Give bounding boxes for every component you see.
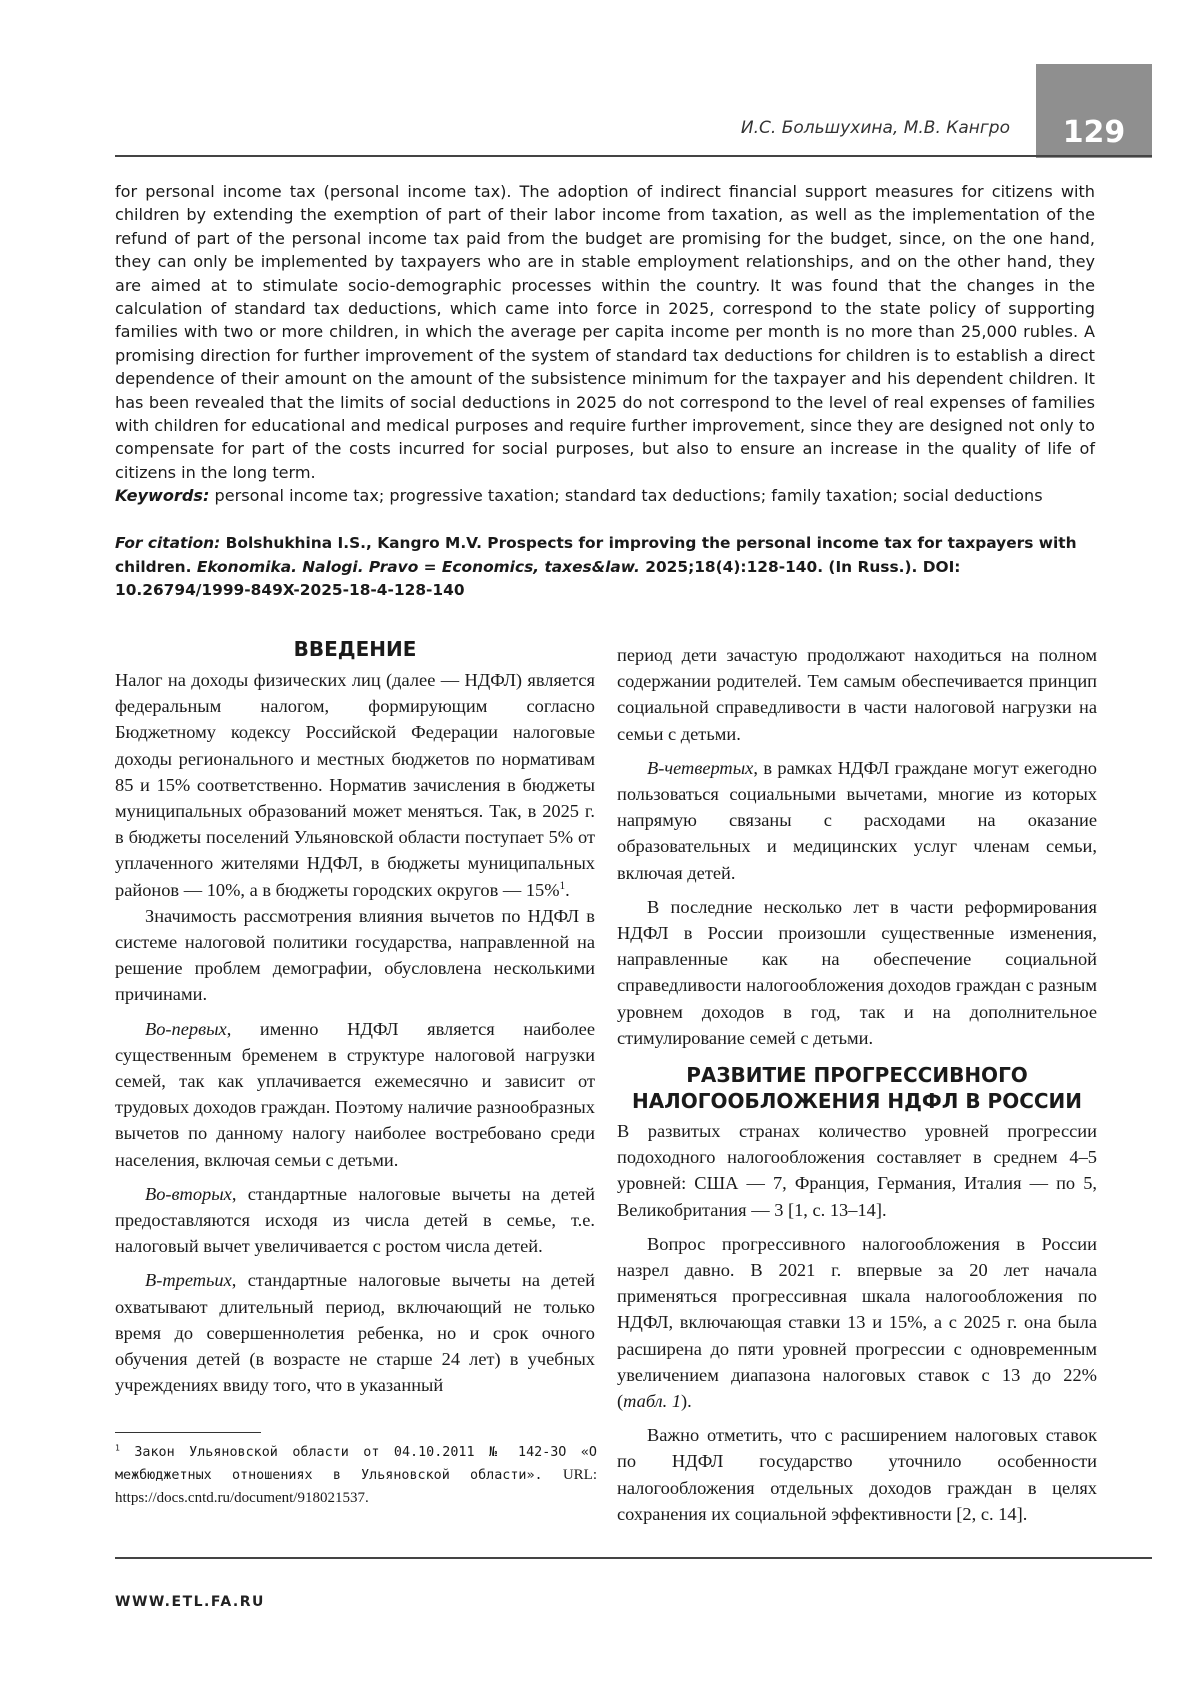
footnote-ref: 1 — [559, 879, 566, 892]
section-heading-progressive-taxation — [617, 1062, 1097, 1114]
heading-line: РАЗВИТИЕ ПРОГРЕССИВНОГО — [686, 1063, 1028, 1087]
footnote-divider — [115, 1432, 261, 1433]
paragraph — [617, 1231, 1097, 1414]
paragraph: В последние несколько лет в части реформирования НДФЛ в России произошли существенные изменения, направленные как на обеспечение социальной справедливости налогообложения доходов граждан с разным уровнем доходов в год, так и на дополнительное стимулирование семей с детьми. — [617, 896, 1097, 1048]
citation-journal: Ekonomika. Nalogi. Pravo = Economics, taxes&law. — [196, 557, 640, 576]
paragraph-text: . — [565, 879, 570, 900]
paragraph: Важно отметить, что с расширением налоговых ставок по НДФЛ государство уточнило особенности налогообложения отдельных доходов граждан в целях сохранения их социальной эффективности [2, с. 14]. — [617, 1425, 1097, 1524]
running-header-authors: И.С. Большухина, М.В. Кангро — [740, 118, 1010, 138]
paragraph: период дети зачастую продолжают находиться на полном содержании родителей. Тем самым обеспечивается принцип социальной справедливости в части налоговой нагрузки на семьи с детьми. — [617, 645, 1097, 744]
citation-details: 2025;18(4):128-140. (In Russ.). DOI: 10.26794/1999-849X-2025-18-4-128-140 — [115, 557, 961, 599]
right-column-top — [617, 642, 1097, 1051]
paragraph — [115, 1181, 595, 1260]
heading-line: НАЛОГООБЛОЖЕНИЯ НДФЛ В РОССИИ — [631, 1089, 1083, 1113]
citation-block — [115, 532, 1100, 603]
keywords-line — [115, 484, 1115, 507]
footer-site-url: WWW.ETL.FA.RU — [115, 1594, 265, 1610]
citation-label: For citation: — [115, 534, 221, 552]
paragraph-text: , стандартные налоговые вычеты на детей охватывают длительный период, включающий не только время до совершеннолетия ребенка, но и срок очного обучения детей (в возрасте не старше 24 лет) в учебных учреждениях ввиду того, что в указанный — [115, 1270, 595, 1396]
footer-divider — [115, 1557, 1152, 1559]
paragraph — [617, 755, 1097, 886]
abstract-text: for personal income tax (personal income tax). The adoption of indirect financial support measures for citizens with children by extending the exemption of part of their labor income from taxation, as well as the implementation of the refund of part of the personal income tax paid from the budget are promising for the budget, since, on the one hand, they can only be implemented by taxpayers who are in stable employment relationships, and on the other hand, they are aimed at to stimulate socio-demographic processes within the country. It was found that the changes in the calculation of standard tax deductions, which came into force in 2025, correspond to the state policy of supporting families with two or more children, in which the average per capita income per month is no more than 25,000 rubles. A promising direction for further improvement of the system of standard tax deductions for children is to establish a direct dependence of their amount on the amount of the subsistence minimum for the taxpayer and his dependent children. It has been revealed that the limits of social deductions in 2025 do not correspond to the level of real expenses of families with children for educational and medical purposes and require further improvement, since they are designed not only to compensate for part of the costs incurred for social purposes, but also to ensure an increase in the quality of life of citizens in the long term. — [115, 182, 1095, 482]
paragraph-text: Налог на доходы физических лиц (далее — НДФЛ) является федеральным налогом, формирующим согласно Бюджетному кодексу Российской Федерации налоговые доходы регионального и местных бюджетов по нормативам 85 и 15% соответственно. Норматив зачисления в бюджеты муниципальных образований может меняться. Так, в 2025 г. в бюджеты поселений Ульяновской области поступает 5% от уплаченного жителями НДФЛ, в бюджеты муниципальных районов — 10%, а в бюджеты городских округов — 15% — [115, 670, 595, 900]
footnote-url: URL: https://docs.cntd.ru/document/918021537. — [115, 1467, 597, 1506]
right-column-bottom — [617, 1118, 1097, 1527]
paragraph — [115, 667, 595, 903]
footnote — [115, 1442, 597, 1510]
paragraph — [115, 1016, 595, 1173]
paragraph-lead: Во-вторых — [145, 1183, 232, 1204]
paragraph-text: , именно НДФЛ является наиболее существенным бременем в структуре налоговой нагрузки семей, так как уплачивается ежемесячно и зависит от трудовых доходов граждан. Поэтому наличие разнообразных вычетов по данному налогу наиболее востребовано среди населения, включая семьи с детьми. — [115, 1018, 595, 1170]
paragraph-lead: Во-первых — [145, 1018, 227, 1039]
paragraph: В развитых странах количество уровней прогрессии подоходного налогообложения составляет в среднем 4–5 уровней: США — 7, Франция, Германия, Италия — по 5, Великобритания — 3 [1, с. 13–14]. — [617, 1121, 1097, 1220]
paragraph-text: Вопрос прогрессивного налогообложения в России назрел давно. В 2021 г. впервые за 20 лет начала применяться прогрессивная шкала налогообложения по НДФЛ, включающая ставки 13 и 15%, а с 2025 г. она была расширена до пяти уровней прогрессии с одновременным увеличением диапазона налоговых ставок с 13 до 22% ( — [617, 1233, 1097, 1412]
section-heading-introduction: ВВЕДЕНИЕ — [293, 637, 417, 661]
paragraph — [115, 1267, 595, 1398]
paragraph-text: , в рамках НДФЛ граждане могут ежегодно пользоваться социальными вычетами, многие из которых напрямую связаны с расходами на оказание образовательных и медицинских услуг членам семьи, включая детей. — [617, 757, 1097, 883]
citation-authors-title: Bolshukhina I.S., Kangro M.V. Prospects for improving the personal income tax for taxpayers with children. — [115, 534, 1077, 576]
page-number: 129 — [1036, 64, 1152, 158]
header-divider — [115, 155, 1152, 157]
table-reference: табл. 1 — [623, 1391, 682, 1412]
paragraph-text: , стандартные налоговые вычеты на детей предоставляются исходя из числа детей в семье, т.е. налоговый вычет увеличивается с ростом числа детей. — [115, 1183, 595, 1257]
paragraph: Значимость рассмотрения влияния вычетов по НДФЛ в системе налоговой политики государства, направленной на решение проблем демографии, обусловлена несколькими причинами. — [115, 905, 595, 1005]
paragraph-lead: В-четвертых — [647, 757, 754, 778]
paragraph-text: ). — [681, 1391, 692, 1412]
keywords-label: Keywords: — [115, 486, 210, 505]
keywords-text: personal income tax; progressive taxation; standard tax deductions; family taxation; social deductions — [209, 486, 1043, 505]
footnote-text: Закон Ульяновской области от 04.10.2011 № 142-ЗО «О межбюджетных отношениях в Ульяновской области». — [115, 1445, 597, 1483]
paragraph-lead: В-третьих — [145, 1270, 232, 1291]
left-column — [115, 667, 595, 1398]
footnote-number: 1 — [115, 1443, 120, 1453]
